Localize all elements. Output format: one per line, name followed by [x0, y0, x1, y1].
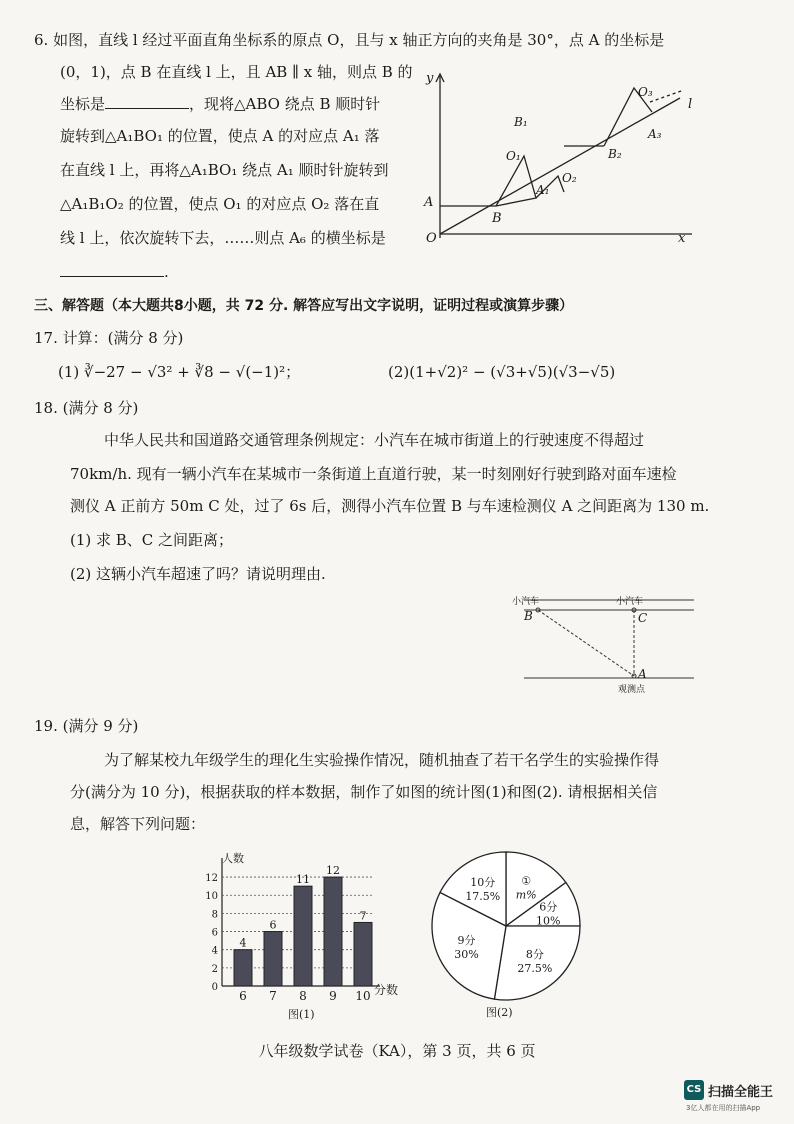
q18-line-2: 70km/h. 现有一辆小汽车在某城市一条街道上直道行驶，某一时刻刚好行驶到路对面车速检 — [70, 465, 677, 483]
bar-category-label: 7 — [269, 989, 277, 1003]
q16-line-3 — [60, 94, 380, 114]
pie-chart-title: 图(2) — [486, 1006, 513, 1019]
fig-label-b2: B₂ — [608, 147, 622, 161]
bar-9 — [324, 877, 342, 986]
fig-label-l: l — [688, 97, 693, 112]
q19-line-3: 息，解答下列问题： — [70, 815, 206, 833]
q19-line-2: 分(满分为 10 分)，根据获取的样本数据，制作了如图的统计图(1)和图(2). 请根据相关信 — [70, 783, 658, 801]
q17-title: 17. 计算：(满分 8 分) — [34, 329, 184, 347]
road-label-c: C — [638, 611, 648, 625]
bar-chart-ylabel: 人数 — [222, 852, 244, 865]
fig-label-b1: B₁ — [514, 115, 528, 129]
bar-10 — [354, 922, 372, 986]
fig-label-a: A — [424, 195, 434, 210]
q19-title: 19. (满分 9 分) — [34, 717, 139, 735]
fig-label-o3: O₃ — [638, 85, 653, 99]
bar-value-label: 7 — [359, 909, 367, 923]
bar-value-label: 11 — [296, 873, 310, 887]
bar-category-label: 8 — [299, 989, 307, 1003]
q18-part-1: (1) 求 B、C 之间距离； — [70, 531, 234, 549]
road-label-car-c: 小汽车 — [616, 597, 644, 607]
q17-part-1: (1) ∛−27 − √3² + ∛8 − √(−1)²； — [58, 363, 301, 381]
q16-line-8 — [60, 262, 169, 282]
bar-6 — [234, 950, 252, 986]
bar-8 — [294, 886, 312, 986]
pie-slice-label: 10分 — [470, 876, 496, 890]
rotation-figure — [420, 66, 710, 246]
road-figure — [508, 592, 704, 696]
pie-slice-label: 9分 — [457, 934, 476, 948]
bar-value-label: 12 — [326, 864, 340, 878]
bar-chart-title: 图(1) — [288, 1008, 315, 1021]
pie-slice-value: 17.5% — [465, 890, 501, 904]
fig-label-a3: A₃ — [648, 127, 662, 141]
q16-line-4: 旋转到△A₁BO₁ 的位置，使点 A 的对应点 A₁ 落 — [60, 127, 380, 145]
pie-slice-label: 6分 — [539, 900, 558, 914]
bar-value-label: 6 — [269, 918, 277, 932]
fig-label-x: x — [678, 231, 686, 246]
answer-blank-b-coord[interactable] — [105, 94, 189, 109]
fig-label-b: B — [492, 211, 502, 226]
pie-chart-score-percent — [418, 846, 594, 1026]
q18-line-1: 中华人民共和国道路交通管理条例规定：小汽车在城市街道上的行驶速度不得超过 — [104, 431, 645, 449]
answer-blank-a6[interactable] — [60, 262, 164, 277]
pie-slice-value: 10% — [536, 914, 561, 928]
road-label-detector: 观测点 — [618, 685, 646, 695]
fig-label-y: y — [426, 71, 434, 86]
q18-title: 18. (满分 8 分) — [34, 399, 139, 417]
q16-line-7: 线 l 上，依次旋转下去，……则点 A₆ 的横坐标是 — [60, 229, 386, 247]
bar-category-label: 6 — [239, 989, 247, 1003]
q18-line-3: 测仪 A 正前方 50m C 处，过了 6s 后，测得小汽车位置 B 与车速检测仪 A 之间距离为 130 m. — [70, 497, 710, 515]
pie-slice-value: 30% — [454, 948, 479, 962]
q19-line-1: 为了解某校九年级学生的理化生实验操作情况，随机抽查了若干名学生的实验操作得 — [104, 751, 660, 769]
bar-ytick-label: 6 — [211, 927, 218, 939]
q16-coord-suffix: ，现将△ABO 绕点 B 顺时针 — [189, 95, 381, 113]
bar-chart-xlabel: 分数 — [374, 983, 399, 997]
camscanner-name: 扫描全能王 — [708, 1085, 774, 1100]
bar-7 — [264, 932, 282, 986]
pie-slice-label: ① — [521, 874, 532, 888]
page-footer: 八年级数学试卷（KA），第 3 页，共 6 页 — [258, 1042, 536, 1060]
bar-ytick-label: 4 — [211, 945, 218, 957]
pie-slice-value: m% — [515, 888, 537, 902]
road-label-a: A — [638, 667, 647, 681]
road-label-car-b: 小汽车 — [512, 597, 540, 607]
fig-label-a1: A₁ — [536, 183, 550, 197]
q16-end-mark: . — [164, 263, 169, 281]
camscanner-tagline: 3亿人都在用的扫描App — [686, 1104, 761, 1112]
bar-ytick-label: 2 — [211, 963, 218, 975]
pie-slice-label: 8分 — [525, 947, 544, 961]
q16-line-2: (0，1)，点 B 在直线 l 上，且 AB ∥ x 轴，则点 B 的 — [60, 63, 413, 81]
camscanner-logo: CS — [684, 1080, 704, 1100]
section-3-heading: 三、解答题（本大题共8小题，共 72 分. 解答应写出文字说明，证明过程或演算步骤） — [34, 298, 574, 314]
bar-ytick-label: 0 — [211, 982, 218, 993]
bar-category-label: 9 — [329, 989, 337, 1003]
fig-label-o1: O₁ — [506, 149, 521, 163]
bar-category-label: 10 — [355, 989, 371, 1003]
q17-part-2: (2)(1+√2)² − (√3+√5)(√3−√5) — [388, 363, 616, 381]
q16-line-6: △A₁B₁O₂ 的位置，使点 O₁ 的对应点 O₂ 落在直 — [60, 195, 380, 213]
fig-label-o: O — [426, 231, 437, 246]
bar-ytick-label: 12 — [205, 873, 218, 885]
road-label-b: B — [524, 609, 533, 623]
fig-label-o2: O₂ — [562, 171, 577, 185]
bar-ytick-label: 8 — [211, 909, 218, 921]
q16-line-5: 在直线 l 上，再将△A₁BO₁ 绕点 A₁ 顺时针旋转到 — [60, 161, 389, 179]
bar-value-label: 4 — [239, 936, 247, 950]
bar-ytick-label: 10 — [205, 891, 218, 903]
q16-line-1: 6. 如图，直线 l 经过平面直角坐标系的原点 O，且与 x 轴正方向的夹角是 30°，点 A 的坐标是 — [34, 31, 665, 49]
bar-chart-score-counts — [196, 848, 418, 1030]
q16-coord-prefix: 坐标是 — [60, 95, 106, 113]
q18-part-2: (2) 这辆小汽车超速了吗？请说明理由. — [70, 565, 326, 583]
pie-slice-value: 27.5% — [517, 961, 553, 975]
